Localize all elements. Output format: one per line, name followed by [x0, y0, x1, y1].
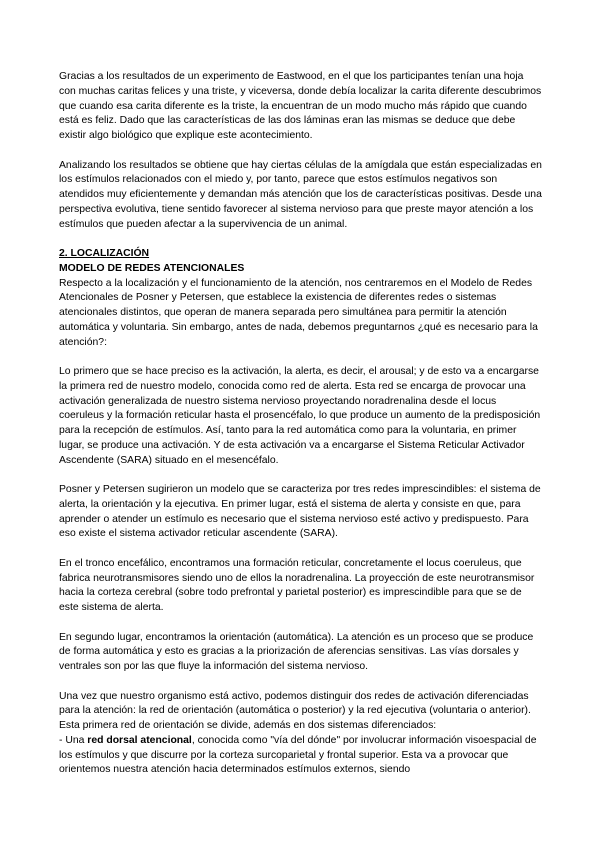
list-item-prefix: - Una: [59, 734, 88, 746]
paragraph-alert-network: Lo primero que se hace preciso es la activación, la alerta, es decir, el arousal; y de esto va a encargarse la primera red de nuestro modelo, conocida como red de alerta. Esta red se encarga de provocar una activación generalizada de nuestro sistema nervioso proyectando noradrenalina desde el locus coeruleus y la formación reticular hasta el prosencéfalo, lo que produce un aumento de la predisposición para la recepción de estímulos. Así, tanto para la red automática como para la voluntaria, en primer lugar, se produce una activación. Y de esta activación va a encargarse el Sistema Reticular Activador Ascendente (SARA) situado en el mesencéfalo.: [59, 366, 541, 466]
paragraph-three-networks: Posner y Petersen sugirieron un modelo que se caracteriza por tres redes imprescindibles: el sistema de alerta, la orientación y la ejecutiva. En primer lugar, está el sistema de alerta y consiste en que, para aprender o atender un estímulo es necesario que el sistema nervioso esté activo y predispuesto. Para eso existe el sistema activador reticular ascendente (SARA).: [59, 484, 541, 540]
paragraph-posner-petersen-model: Respecto a la localización y el funcionamiento de la atención, nos centraremos en el Modelo de Redes Atencionales de Posner y Petersen, que establece la existencia de diferentes redes o sistemas atencionales distintos, que operan de manera separada pero simultánea para permitir la atención automática y voluntaria. Sin embargo, antes de nada, debemos preguntarnos ¿qué es necesario para la atención?:: [59, 277, 538, 348]
section-heading-localization: 2. LOCALIZACIÓN: [59, 248, 150, 259]
paragraph-brainstem-locus-coeruleus: En el tronco encefálico, encontramos una formación reticular, concretamente el locus coeruleus, que fabrica neurotransmisores siendo uno de ellos la noradrenalina. La proyección de este neurotransmisor hacia la corteza cerebral (sobre todo prefrontal y parietal posterior) es imprescindible para que se de este sistema de alerta.: [59, 557, 535, 613]
list-item-text: , conocida como "vía del dónde" por involucrar información visoespacial de los estímulos y que discurre por la corteza surcoparietal y frontal superior. Esta va a provocar que orientemos nuestra atención hacia determinados estímulos externos, siendo: [59, 734, 537, 776]
paragraph-activation-networks: Una vez que nuestro organismo está activo, podemos distinguir dos redes de activación diferenciadas para la atención: la red de orientación (automática o posterior) y la red ejecutiva (voluntaria o anterior). Esta primera red de orientación se divide, además en dos sistemas diferenciados:: [59, 690, 531, 731]
document-page: [59, 70, 543, 778]
paragraph-orientation: En segundo lugar, encontramos la orientación (automática). La atención es un proceso que se produce de forma automática y esto es gracias a la priorización de aferencias sensitivas. Las vías dorsales y ventrales son por las que fluye la información del sistema nervioso.: [59, 631, 534, 672]
paragraph-amygdala-analysis: Analizando los resultados se obtiene que hay ciertas células de la amígdala que están especializadas en los estímulos relacionados con el miedo y, por tanto, parece que estos estímulos negativos son atendidos muy eficientemente y demandan más atención que los de características positivas. Desde una perspectiva evolutiva, tiene sentido favorecer al sistema nervioso para que preste mayor atención a los estímulos que pueden afectar a la supervivencia de un animal.: [59, 159, 542, 230]
list-item-dorsal-network: [59, 734, 543, 778]
paragraph-eastwood-experiment: Gracias a los resultados de un experimento de Eastwood, en el que los participantes tenían una hoja con muchas caritas felices y una triste, y viceversa, donde debía localizar la carita diferente descubrimos que cuando esa carita diferente es la triste, la encuentran de un modo mucho más rápido que cuando está es feliz. Dado que las características de las dos láminas eran las mismas se deduce que debe existir algo biológico que explique este acontecimiento.: [59, 71, 542, 141]
term-dorsal-attention-network: red dorsal atencional: [87, 734, 192, 746]
subheading-attention-networks-model: MODELO DE REDES ATENCIONALES: [59, 262, 245, 274]
